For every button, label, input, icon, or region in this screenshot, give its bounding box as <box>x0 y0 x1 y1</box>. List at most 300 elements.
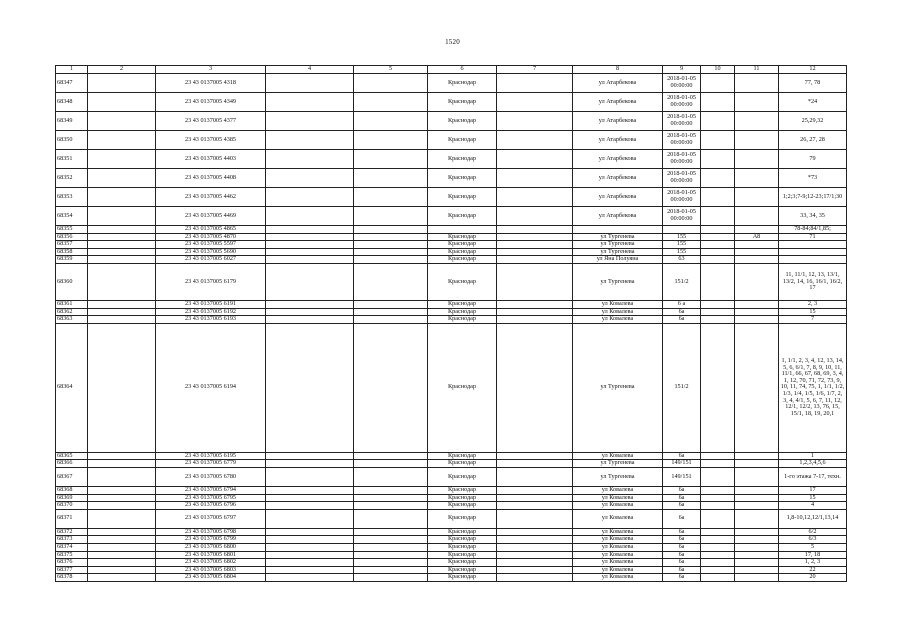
cell-col-10 <box>701 263 735 300</box>
cell-col-10 <box>701 551 735 559</box>
cell-building <box>735 502 779 510</box>
cell-col-7 <box>497 502 573 510</box>
table-row <box>56 241 847 249</box>
cell-record-number: 68378 <box>56 574 88 582</box>
cell-record-number: 68349 <box>56 112 88 131</box>
cell-city: Краснодар <box>428 467 497 486</box>
cell-street: ул Ковалева <box>573 559 663 567</box>
cell-house: 151/2 <box>663 323 701 452</box>
cell-col-4 <box>266 494 354 502</box>
cell-city: Краснодар <box>428 323 497 452</box>
cell-house: 2018-01-05 00:00:00 <box>663 112 701 131</box>
cell-street: ул Ковалева <box>573 300 663 308</box>
cell-record-number: 68348 <box>56 93 88 112</box>
register-table <box>55 65 847 582</box>
cell-col-2 <box>88 112 156 131</box>
column-header-4: 4 <box>266 66 354 74</box>
cell-building <box>735 226 779 234</box>
cell-col-7 <box>497 112 573 131</box>
cell-col-2 <box>88 188 156 207</box>
cell-cadastral-number: 23 43 0137005 4377 <box>156 112 266 131</box>
cell-col-7 <box>497 494 573 502</box>
cell-premises: 2, 3 <box>779 300 847 308</box>
cell-col-4 <box>266 241 354 249</box>
column-header-10: 10 <box>701 66 735 74</box>
cell-col-2 <box>88 150 156 169</box>
cell-cadastral-number: 23 43 0137005 6794 <box>156 486 266 494</box>
cell-building <box>735 188 779 207</box>
cell-building <box>735 93 779 112</box>
cell-premises: 1 <box>779 452 847 460</box>
cell-col-5 <box>354 543 428 551</box>
cell-col-10 <box>701 460 735 468</box>
cell-col-7 <box>497 460 573 468</box>
cell-col-4 <box>266 226 354 234</box>
cell-col-7 <box>497 131 573 150</box>
cell-house: 151/2 <box>663 263 701 300</box>
cell-premises: 33, 34, 35 <box>779 207 847 226</box>
table-row <box>56 233 847 241</box>
cell-col-5 <box>354 226 428 234</box>
cell-col-10 <box>701 150 735 169</box>
cell-col-7 <box>497 551 573 559</box>
cell-premises: 71 <box>779 233 847 241</box>
cell-house: 2018-01-05 00:00:00 <box>663 207 701 226</box>
cell-col-4 <box>266 188 354 207</box>
cell-col-7 <box>497 207 573 226</box>
cell-record-number: 68357 <box>56 241 88 249</box>
cell-house: 2018-01-05 00:00:00 <box>663 74 701 93</box>
cell-col-5 <box>354 308 428 316</box>
cell-col-5 <box>354 316 428 324</box>
cell-cadastral-number: 23 43 0137005 6796 <box>156 502 266 510</box>
cell-premises: 1, 1/1, 2, 3, 4, 12, 13, 14, 5, 6, 6/1, 7, 8, 9, 10, 11, 11/1, 66, 67, 68, 69, 3, 4, 1, 12, 70, 71, 72, 73, 9, 10, 11, 74, 75, 1, 1/1, 1/2, 1/3, 1/4, 1/5, 1/6, 1/7, 2, 3, 4, 4/1, 5, 6, 7, 11, 12, 12/1, 12/2, 13, 76, 15, 15/1, 18, 19, 20,1 <box>779 323 847 452</box>
cell-building <box>735 300 779 308</box>
cell-record-number: 68365 <box>56 452 88 460</box>
cell-col-5 <box>354 551 428 559</box>
table-row <box>56 93 847 112</box>
cell-col-2 <box>88 486 156 494</box>
table-row <box>56 74 847 93</box>
cell-street: ул Ковалева <box>573 574 663 582</box>
cell-col-5 <box>354 509 428 528</box>
table-row <box>56 574 847 582</box>
cell-col-4 <box>266 131 354 150</box>
cell-record-number: 68355 <box>56 226 88 234</box>
cell-col-4 <box>266 323 354 452</box>
cell-premises: 7 <box>779 316 847 324</box>
cell-col-4 <box>266 74 354 93</box>
column-header-9: 9 <box>663 66 701 74</box>
cell-col-2 <box>88 551 156 559</box>
cell-col-4 <box>266 316 354 324</box>
cell-house: 6а <box>663 316 701 324</box>
cell-record-number: 68377 <box>56 566 88 574</box>
cell-col-5 <box>354 486 428 494</box>
cell-street: ул Ковалева <box>573 316 663 324</box>
cell-col-4 <box>266 233 354 241</box>
cell-building <box>735 559 779 567</box>
cell-building <box>735 509 779 528</box>
cell-col-7 <box>497 256 573 264</box>
cell-col-5 <box>354 207 428 226</box>
cell-street: ул Ковалева <box>573 543 663 551</box>
cell-col-10 <box>701 241 735 249</box>
cell-city: Краснодар <box>428 308 497 316</box>
column-header-3: 3 <box>156 66 266 74</box>
cell-col-2 <box>88 316 156 324</box>
cell-record-number: 68368 <box>56 486 88 494</box>
cell-house: 6а <box>663 528 701 536</box>
cell-col-5 <box>354 300 428 308</box>
cell-col-4 <box>266 536 354 544</box>
cell-col-4 <box>266 509 354 528</box>
cell-col-2 <box>88 207 156 226</box>
cell-col-7 <box>497 509 573 528</box>
table-row <box>56 248 847 256</box>
cell-cadastral-number: 23 43 0137005 6027 <box>156 256 266 264</box>
cell-col-10 <box>701 323 735 452</box>
cell-street: ул Атарбекова <box>573 207 663 226</box>
cell-city: Краснодар <box>428 566 497 574</box>
cell-record-number: 68367 <box>56 467 88 486</box>
cell-col-7 <box>497 467 573 486</box>
table-row <box>56 308 847 316</box>
cell-col-10 <box>701 543 735 551</box>
cell-house: 63 <box>663 256 701 264</box>
cell-cadastral-number: 23 43 0137005 6192 <box>156 308 266 316</box>
cell-building <box>735 323 779 452</box>
cell-city: Краснодар <box>428 486 497 494</box>
cell-cadastral-number: 23 43 0137005 6195 <box>156 452 266 460</box>
cell-col-5 <box>354 566 428 574</box>
cell-col-4 <box>266 256 354 264</box>
cell-col-7 <box>497 543 573 551</box>
cell-col-10 <box>701 486 735 494</box>
cell-city: Краснодар <box>428 536 497 544</box>
cell-street: ул Атарбекова <box>573 188 663 207</box>
cell-street: ул Атарбекова <box>573 93 663 112</box>
cell-house: 149/151 <box>663 467 701 486</box>
cell-record-number: 68369 <box>56 494 88 502</box>
table-row <box>56 509 847 528</box>
cell-house: 2018-01-05 00:00:00 <box>663 93 701 112</box>
cell-house: 2018-01-05 00:00:00 <box>663 131 701 150</box>
cell-col-10 <box>701 300 735 308</box>
cell-premises: 22 <box>779 566 847 574</box>
cell-col-7 <box>497 150 573 169</box>
cell-col-7 <box>497 308 573 316</box>
cell-record-number: 68361 <box>56 300 88 308</box>
cell-building <box>735 74 779 93</box>
cell-col-2 <box>88 169 156 188</box>
cell-premises: 25,29,32 <box>779 112 847 131</box>
cell-col-7 <box>497 323 573 452</box>
cell-city: Краснодар <box>428 74 497 93</box>
cell-building <box>735 494 779 502</box>
cell-city: Краснодар <box>428 300 497 308</box>
cell-col-5 <box>354 460 428 468</box>
table-row <box>56 323 847 452</box>
cell-street <box>573 226 663 234</box>
cell-col-7 <box>497 536 573 544</box>
cell-premises: 26, 27, 28 <box>779 131 847 150</box>
table-row <box>56 256 847 264</box>
cell-col-7 <box>497 559 573 567</box>
cell-col-4 <box>266 543 354 551</box>
cell-col-2 <box>88 300 156 308</box>
cell-house: 155 <box>663 248 701 256</box>
cell-col-10 <box>701 226 735 234</box>
cell-building <box>735 131 779 150</box>
cell-col-7 <box>497 452 573 460</box>
cell-city: Краснодар <box>428 559 497 567</box>
cell-cadastral-number: 23 43 0137005 6797 <box>156 509 266 528</box>
cell-city: Краснодар <box>428 502 497 510</box>
cell-building <box>735 486 779 494</box>
cell-premises: 1;2;3;7-9;12-23;17/1;30 <box>779 188 847 207</box>
cell-col-4 <box>266 300 354 308</box>
cell-col-7 <box>497 241 573 249</box>
table-row <box>56 528 847 536</box>
cell-street: ул Ковалева <box>573 509 663 528</box>
cell-col-2 <box>88 502 156 510</box>
cell-premises: 1,2,3,4,5,6 <box>779 460 847 468</box>
cell-premises <box>779 241 847 249</box>
cell-col-5 <box>354 452 428 460</box>
cell-record-number: 68351 <box>56 150 88 169</box>
table-row <box>56 316 847 324</box>
cell-cadastral-number: 23 43 0137005 6194 <box>156 323 266 452</box>
cell-cadastral-number: 23 43 0137005 6780 <box>156 467 266 486</box>
cell-col-2 <box>88 543 156 551</box>
cell-city: Краснодар <box>428 460 497 468</box>
cell-cadastral-number: 23 43 0137005 4469 <box>156 207 266 226</box>
cell-building: А8 <box>735 233 779 241</box>
cell-building <box>735 263 779 300</box>
cell-building <box>735 316 779 324</box>
cell-col-10 <box>701 559 735 567</box>
cell-col-10 <box>701 169 735 188</box>
cell-record-number: 68373 <box>56 536 88 544</box>
cell-house: 6а <box>663 551 701 559</box>
cell-house <box>663 226 701 234</box>
cell-street: ул Тургенева <box>573 241 663 249</box>
cell-col-5 <box>354 93 428 112</box>
table-row <box>56 460 847 468</box>
cell-col-7 <box>497 263 573 300</box>
cell-col-5 <box>354 241 428 249</box>
cell-premises: *73 <box>779 169 847 188</box>
cell-premises: 1-го этажа 7-17, техн. <box>779 467 847 486</box>
cell-record-number: 68360 <box>56 263 88 300</box>
cell-col-10 <box>701 308 735 316</box>
table-row <box>56 467 847 486</box>
cell-col-4 <box>266 248 354 256</box>
cell-city: Краснодар <box>428 248 497 256</box>
cell-building <box>735 543 779 551</box>
cell-col-2 <box>88 460 156 468</box>
cell-city: Краснодар <box>428 169 497 188</box>
cell-col-4 <box>266 502 354 510</box>
cell-col-7 <box>497 188 573 207</box>
cell-premises: 11, 11/1, 12, 13, 13/1, 13/2, 14, 16, 16/1, 16/2, 17 <box>779 263 847 300</box>
cell-cadastral-number: 23 43 0137005 6803 <box>156 566 266 574</box>
cell-street: ул Ковалева <box>573 502 663 510</box>
cell-street: ул Ковалева <box>573 528 663 536</box>
cell-house: 6а <box>663 502 701 510</box>
cell-col-5 <box>354 131 428 150</box>
cell-col-2 <box>88 233 156 241</box>
cell-street: ул Тургенева <box>573 263 663 300</box>
table-row <box>56 207 847 226</box>
cell-street: ул Атарбекова <box>573 150 663 169</box>
cell-premises: 78-84;84/1,85; <box>779 226 847 234</box>
cell-record-number: 68366 <box>56 460 88 468</box>
cell-col-2 <box>88 263 156 300</box>
cell-record-number: 68371 <box>56 509 88 528</box>
cell-house: 6а <box>663 536 701 544</box>
cell-col-2 <box>88 528 156 536</box>
cell-col-7 <box>497 74 573 93</box>
cell-col-2 <box>88 248 156 256</box>
cell-col-2 <box>88 559 156 567</box>
cell-cadastral-number: 23 43 0137005 4462 <box>156 188 266 207</box>
column-header-2: 2 <box>88 66 156 74</box>
cell-city: Краснодар <box>428 543 497 551</box>
cell-col-4 <box>266 486 354 494</box>
cell-col-10 <box>701 248 735 256</box>
cell-cadastral-number: 23 43 0137005 4349 <box>156 93 266 112</box>
cell-cadastral-number: 23 43 0137005 6800 <box>156 543 266 551</box>
cell-record-number: 68350 <box>56 131 88 150</box>
cell-col-7 <box>497 574 573 582</box>
cell-premises: 1, 2, 3 <box>779 559 847 567</box>
cell-record-number: 68376 <box>56 559 88 567</box>
table-row <box>56 150 847 169</box>
cell-cadastral-number: 23 43 0137005 4408 <box>156 169 266 188</box>
cell-col-5 <box>354 528 428 536</box>
table-row <box>56 559 847 567</box>
cell-premises: 1,8-10,12,12/1,13,14 <box>779 509 847 528</box>
cell-col-7 <box>497 486 573 494</box>
cell-col-5 <box>354 256 428 264</box>
cell-building <box>735 248 779 256</box>
cell-cadastral-number: 23 43 0137005 4403 <box>156 150 266 169</box>
cell-premises: 17, 18 <box>779 551 847 559</box>
cell-house: 2018-01-05 00:00:00 <box>663 188 701 207</box>
cell-cadastral-number: 23 43 0137005 6795 <box>156 494 266 502</box>
cell-premises: 5 <box>779 543 847 551</box>
cell-col-10 <box>701 536 735 544</box>
cell-city: Краснодар <box>428 316 497 324</box>
cell-col-10 <box>701 112 735 131</box>
page-number: 1520 <box>445 38 460 46</box>
cell-building <box>735 241 779 249</box>
cell-house: 155 <box>663 233 701 241</box>
cell-street: ул Ковалева <box>573 551 663 559</box>
cell-house: 155 <box>663 241 701 249</box>
cell-col-5 <box>354 233 428 241</box>
cell-building <box>735 112 779 131</box>
cell-col-10 <box>701 233 735 241</box>
cell-col-5 <box>354 323 428 452</box>
cell-col-5 <box>354 536 428 544</box>
cell-record-number: 68370 <box>56 502 88 510</box>
cell-street: ул Яна Полуяна <box>573 256 663 264</box>
cell-cadastral-number: 23 43 0137005 6799 <box>156 536 266 544</box>
cell-street: ул Атарбекова <box>573 112 663 131</box>
cell-col-7 <box>497 566 573 574</box>
cell-city: Краснодар <box>428 256 497 264</box>
cell-building <box>735 566 779 574</box>
cell-house: 6а <box>663 509 701 528</box>
cell-cadastral-number: 23 43 0137005 6804 <box>156 574 266 582</box>
cell-building <box>735 452 779 460</box>
cell-house: 6 а <box>663 300 701 308</box>
cell-col-10 <box>701 528 735 536</box>
cell-city: Краснодар <box>428 150 497 169</box>
cell-col-2 <box>88 536 156 544</box>
column-header-5: 5 <box>354 66 428 74</box>
cell-record-number: 68354 <box>56 207 88 226</box>
cell-record-number: 68372 <box>56 528 88 536</box>
table-row <box>56 486 847 494</box>
header-row <box>56 66 847 74</box>
cell-record-number: 68364 <box>56 323 88 452</box>
cell-street: ул Ковалева <box>573 308 663 316</box>
cell-cadastral-number: 23 43 0137005 6779 <box>156 460 266 468</box>
cell-col-5 <box>354 112 428 131</box>
cell-col-10 <box>701 207 735 226</box>
table-row <box>56 543 847 551</box>
cell-cadastral-number: 23 43 0137005 6193 <box>156 316 266 324</box>
cell-col-4 <box>266 574 354 582</box>
table-row <box>56 300 847 308</box>
cell-record-number: 68363 <box>56 316 88 324</box>
table-row <box>56 263 847 300</box>
cell-col-5 <box>354 74 428 93</box>
cell-col-5 <box>354 263 428 300</box>
cell-building <box>735 256 779 264</box>
cell-col-10 <box>701 509 735 528</box>
table-row <box>56 188 847 207</box>
cell-col-7 <box>497 169 573 188</box>
cell-city: Краснодар <box>428 241 497 249</box>
cell-premises: 17 <box>779 486 847 494</box>
cell-building <box>735 150 779 169</box>
cell-col-4 <box>266 566 354 574</box>
cell-col-10 <box>701 188 735 207</box>
cell-cadastral-number: 23 43 0137005 4870 <box>156 233 266 241</box>
cell-premises: 77, 78 <box>779 74 847 93</box>
cell-street: ул Тургенева <box>573 323 663 452</box>
cell-col-5 <box>354 169 428 188</box>
table-row <box>56 502 847 510</box>
cell-street: ул Ковалева <box>573 452 663 460</box>
cell-record-number: 68352 <box>56 169 88 188</box>
cell-record-number: 68353 <box>56 188 88 207</box>
cell-building <box>735 536 779 544</box>
cell-col-2 <box>88 452 156 460</box>
cell-record-number: 68375 <box>56 551 88 559</box>
cell-col-4 <box>266 308 354 316</box>
cell-col-5 <box>354 494 428 502</box>
cell-col-10 <box>701 131 735 150</box>
table-row <box>56 536 847 544</box>
cell-col-5 <box>354 559 428 567</box>
cell-col-2 <box>88 323 156 452</box>
